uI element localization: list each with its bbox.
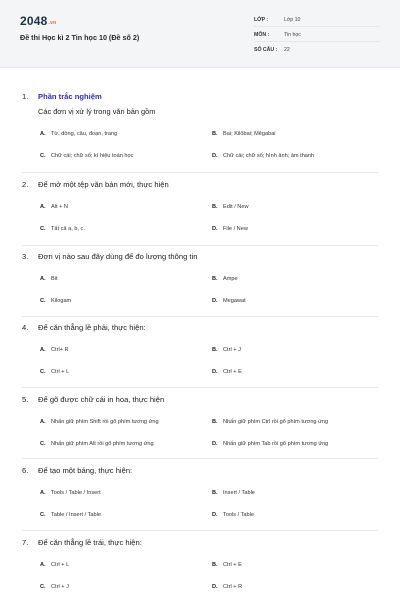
option-b[interactable] [212, 347, 241, 353]
option-letter: A. [40, 419, 46, 425]
logo-main: 2048 [20, 14, 48, 28]
exam-title: Đề thi Học kì 2 Tin học 10 (Đề số 2) [20, 33, 140, 42]
option-letter: C. [40, 226, 46, 232]
meta-class-key: LỚP : [254, 17, 269, 23]
logo-suffix: .vn [48, 20, 57, 26]
option-letter: B. [212, 347, 218, 353]
option-b[interactable] [212, 490, 255, 496]
option-text: Ctrl + J [51, 584, 69, 590]
site-logo[interactable] [20, 14, 56, 28]
question-text: Các đơn vị xử lý trong văn bản gồm [38, 107, 156, 116]
option-letter: D. [212, 153, 218, 159]
option-a[interactable] [40, 490, 101, 496]
option-letter: A. [40, 562, 46, 568]
option-text: Bai; Kilôbai; Mêgabai [223, 131, 276, 137]
meta-divider [254, 26, 380, 27]
question-number: 1. [22, 92, 29, 101]
option-text: Ctrl+ R [51, 347, 69, 353]
option-letter: C. [40, 512, 46, 518]
option-text: Edit / New [223, 204, 249, 210]
option-text: Table / Insert / Table [51, 512, 101, 518]
option-c[interactable] [40, 512, 101, 518]
meta-count-value: 22 [284, 47, 290, 53]
option-text: Alt + N [51, 204, 68, 210]
question-heading [22, 538, 142, 547]
meta-subject-key: MÔN : [254, 32, 270, 38]
option-letter: B. [212, 131, 218, 137]
question-text: Để gõ được chữ cái in hoa, thực hiện [38, 395, 165, 404]
option-text: Tất cả a, b, c. [51, 226, 85, 232]
option-c[interactable] [40, 584, 69, 590]
option-b[interactable] [212, 131, 276, 137]
option-letter: D. [212, 369, 218, 375]
question-number: 7. [22, 538, 29, 547]
option-b[interactable] [212, 562, 242, 568]
option-text: Ctrl + J [223, 347, 241, 353]
option-letter: C. [40, 298, 46, 304]
option-text: Tools / Table [223, 512, 254, 518]
option-text: Ctrl + L [51, 562, 70, 568]
option-text: Kilogam [51, 298, 72, 304]
question-number: 5. [22, 395, 29, 404]
question-number: 3. [22, 252, 29, 261]
option-d[interactable] [212, 512, 254, 518]
option-d[interactable] [212, 298, 246, 304]
option-text: Nhấn giữ phím Tab rồi gõ phím tương ứng [223, 441, 329, 447]
option-text: Chữ cái; chữ số; kí hiệu toán học [51, 153, 134, 159]
option-d[interactable] [212, 153, 314, 159]
question-number: 2. [22, 180, 29, 189]
option-letter: B. [212, 490, 218, 496]
option-d[interactable] [212, 441, 328, 447]
option-letter: D. [212, 298, 218, 304]
option-letter: A. [40, 347, 46, 353]
option-letter: A. [40, 131, 46, 137]
option-a[interactable] [40, 347, 69, 353]
option-b[interactable] [212, 419, 328, 425]
question-text: Để tạo một bảng, thực hiện: [38, 466, 133, 475]
option-text: File / New [223, 226, 248, 232]
meta-subject-value: Tin học [284, 32, 301, 38]
meta-divider [254, 41, 380, 42]
question-divider [22, 387, 378, 388]
option-d[interactable] [212, 369, 242, 375]
option-text: Từ, dòng, câu, đoạn, trang [51, 131, 118, 137]
option-letter: C. [40, 153, 46, 159]
question-heading [22, 323, 146, 332]
option-b[interactable] [212, 276, 238, 282]
option-c[interactable] [40, 226, 85, 232]
option-c[interactable] [40, 153, 133, 159]
option-c[interactable] [40, 369, 69, 375]
meta-class-value: Lớp 10 [284, 17, 301, 23]
option-letter: A. [40, 490, 46, 496]
section-title: Phần trắc nghiệm [38, 92, 102, 101]
option-letter: C. [40, 584, 46, 590]
option-letter: B. [212, 276, 218, 282]
option-text: Megawat [223, 298, 246, 304]
option-letter: B. [212, 562, 218, 568]
option-letter: B. [212, 204, 218, 210]
option-letter: B. [212, 419, 218, 425]
question-text: Đơn vị nào sau đây dùng để đo lượng thông tin [38, 252, 198, 261]
option-letter: A. [40, 276, 46, 282]
option-text: Bit [51, 276, 58, 282]
exam-header [0, 0, 400, 68]
question-heading [22, 466, 132, 475]
option-letter: C. [40, 441, 46, 447]
option-text: Chữ cái; chữ số; hình ảnh; âm thanh [223, 153, 315, 159]
option-d[interactable] [212, 584, 242, 590]
option-text: Insert / Table [223, 490, 255, 496]
option-text: Ctrl + L [51, 369, 70, 375]
option-letter: C. [40, 369, 46, 375]
option-text: Ctrl + E [223, 562, 242, 568]
option-letter: D. [212, 584, 218, 590]
question-divider [22, 172, 378, 173]
option-a[interactable] [40, 131, 117, 137]
option-letter: D. [212, 512, 218, 518]
option-text: Ctrl + E [223, 369, 242, 375]
option-letter: A. [40, 204, 46, 210]
option-a[interactable] [40, 204, 68, 210]
question-divider [22, 458, 378, 459]
option-text: Tools / Table / Insert [51, 490, 101, 496]
question-text: Để mở một tệp văn bản mới, thực hiện [38, 180, 169, 189]
option-d[interactable] [212, 226, 248, 232]
option-c[interactable] [40, 441, 154, 447]
option-a[interactable] [40, 276, 58, 282]
option-c[interactable] [40, 298, 71, 304]
option-a[interactable] [40, 562, 69, 568]
option-text: Nhấn giữ phím Shift rồi gõ phím tương ứng [51, 419, 159, 425]
meta-count-key: SỐ CÂU : [254, 47, 278, 53]
option-letter: D. [212, 226, 218, 232]
question-number: 6. [22, 466, 29, 475]
option-text: Nhấn giữ phím Ctrl rồi gõ phím tương ứng [223, 419, 329, 425]
option-text: Ampe [223, 276, 238, 282]
question-divider [22, 316, 378, 317]
question-number: 4. [22, 323, 29, 332]
question-divider [22, 530, 378, 531]
option-letter: D. [212, 441, 218, 447]
question-text: Để căn thẳng lề trái, thực hiện: [38, 538, 142, 547]
question-heading [22, 395, 164, 404]
option-b[interactable] [212, 204, 249, 210]
question-heading [22, 180, 169, 189]
option-text: Ctrl + R [223, 584, 243, 590]
option-text: Nhấn giữ phím Alt rồi gõ phím tương ứng [51, 441, 154, 447]
question-text: Để căn thẳng lề phải, thực hiện: [38, 323, 146, 332]
option-a[interactable] [40, 419, 159, 425]
question-heading [22, 252, 197, 261]
question-divider [22, 245, 378, 246]
question-heading [22, 92, 102, 101]
